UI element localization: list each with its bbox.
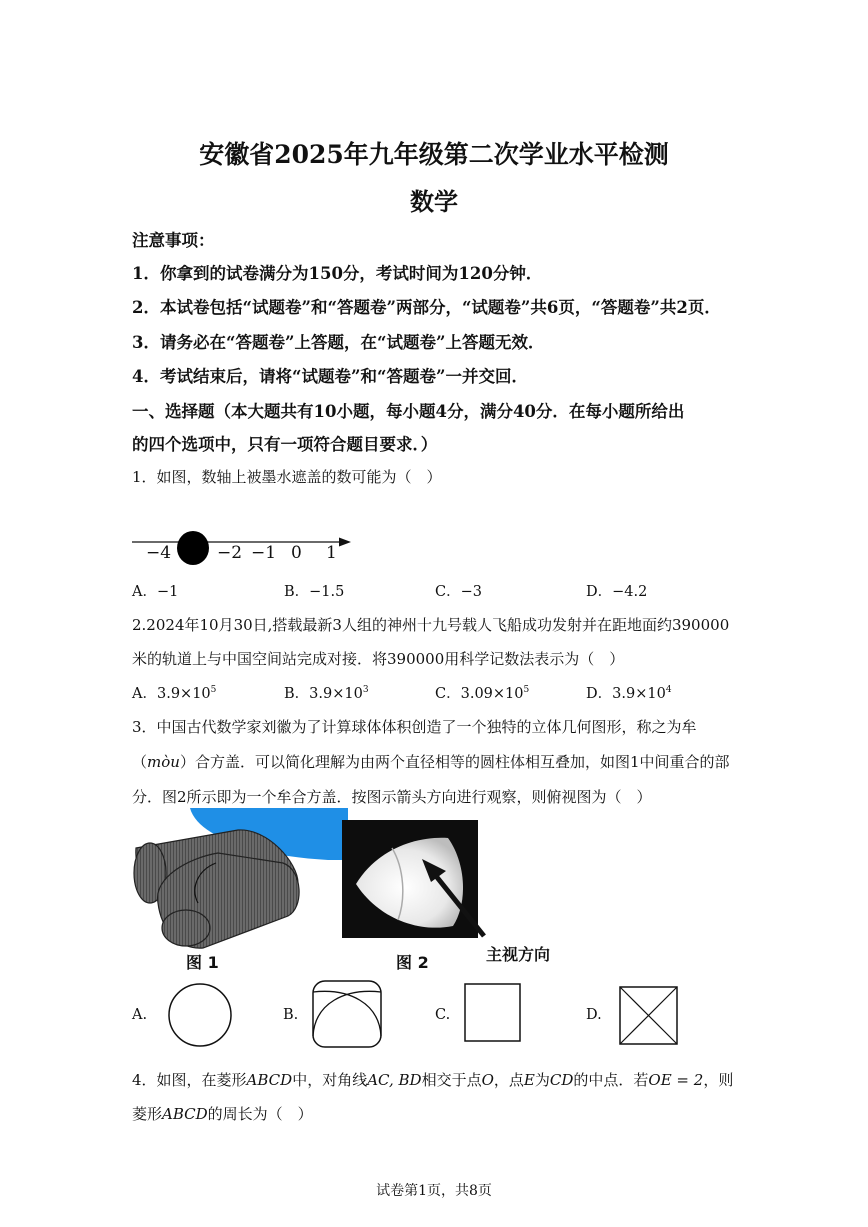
q3-option-d-square-diagonals: [618, 985, 680, 1047]
figure-2-photo: [342, 820, 484, 938]
section-heading-line1: 一、选择题（本大题共有10小题，每小题4分，满分40分．在每小题所给出: [132, 402, 685, 421]
q2-option-a: A．$3.9\times 10^5$: [132, 685, 217, 702]
q3-option-b-letter: B.: [283, 1007, 299, 1023]
question-1-stem: 1．如图，数轴上被墨水遮盖的数可能为（ ）: [132, 468, 442, 486]
question-2-line1: 2.2024年10月30日,搭载最新3人组的神州十九号载人飞船成功发射并在距地面约390000: [132, 616, 730, 634]
axis-label: −1: [251, 543, 277, 563]
q3-option-c-letter: C.: [435, 1007, 451, 1023]
mouhe-fangai-figures: [128, 808, 588, 953]
figure-1-cylinders: [134, 830, 299, 948]
subject-title: 数学: [410, 187, 458, 216]
page-title: 安徽省2025年九年级第二次学业水平检测: [199, 140, 669, 169]
q2-option-b: B．$3.9\times 10^3$: [284, 685, 369, 702]
q3-option-d-letter: D.: [586, 1007, 602, 1023]
note-item: 4．考试结束后，请将“试题卷”和“答题卷”一并交回．: [132, 367, 528, 386]
question-2-line2: 米的轨道上与中国空间站完成对接．将390000用科学记数法表示为（ ）: [132, 650, 625, 668]
figure-2-label: 图 2: [396, 953, 429, 972]
arrow-label: 主视方向: [486, 945, 551, 964]
question-4-line1: 4．如图，在菱形ABCD中，对角线AC, BD相交于点O，点E为CD的中点．若OE = 2，则: [132, 1071, 734, 1089]
axis-label: 1: [326, 543, 337, 563]
question-4-line2: 菱形ABCD的周长为（ ）: [132, 1105, 313, 1123]
page-footer: 试卷第1页，共8页: [376, 1183, 492, 1199]
q1-option-c: C．−3: [435, 584, 482, 600]
axis-arrow: [339, 538, 351, 547]
q2-option-d: D．$3.9\times 10^4$: [586, 685, 672, 702]
notes-heading: 注意事项：: [132, 231, 215, 250]
q2-option-c: C．$3.09\times 10^5$: [435, 685, 530, 702]
question-3-line3: 分．图2所示即为一个牟合方盖．按图示箭头方向进行观察，则俯视图为（ ）: [132, 788, 652, 806]
q3-option-a-circle: [164, 982, 236, 1048]
q3-option-c-square: [463, 982, 523, 1044]
note-item: 3．请务必在“答题卷”上答题，在“试题卷”上答题无效．: [132, 333, 545, 352]
ink-blot: [177, 531, 209, 565]
q1-option-d: D．−4.2: [586, 584, 648, 600]
note-item: 1．你拿到的试卷满分为150分，考试时间为120分钟．: [132, 264, 543, 283]
section-heading-line2: 的四个选项中，只有一项符合题目要求．）: [132, 435, 438, 454]
question-3-line1: 3．中国古代数学家刘徽为了计算球体体积创造了一个独特的立体几何图形，称之为牟: [132, 718, 697, 736]
axis-label: −4: [146, 543, 172, 563]
note-item: 2．本试卷包括“试题卷”和“答题卷”两部分，“试题卷”共6页，“答题卷”共2页．: [132, 298, 721, 317]
question-3-line2: （mòu）合方盖．可以简化理解为由两个直径相等的圆柱体相互叠加，如图1中间重合的部: [132, 753, 730, 771]
q3-option-b-rounded-square-arcs: [310, 978, 384, 1050]
q1-option-a: A．−1: [132, 584, 179, 600]
q3-option-a-letter: A.: [132, 1007, 148, 1023]
figure-1-label: 图 1: [186, 953, 219, 972]
axis-label: 0: [291, 543, 302, 563]
axis-label: −2: [217, 543, 243, 563]
q1-option-b: B．−1.5: [284, 584, 345, 600]
